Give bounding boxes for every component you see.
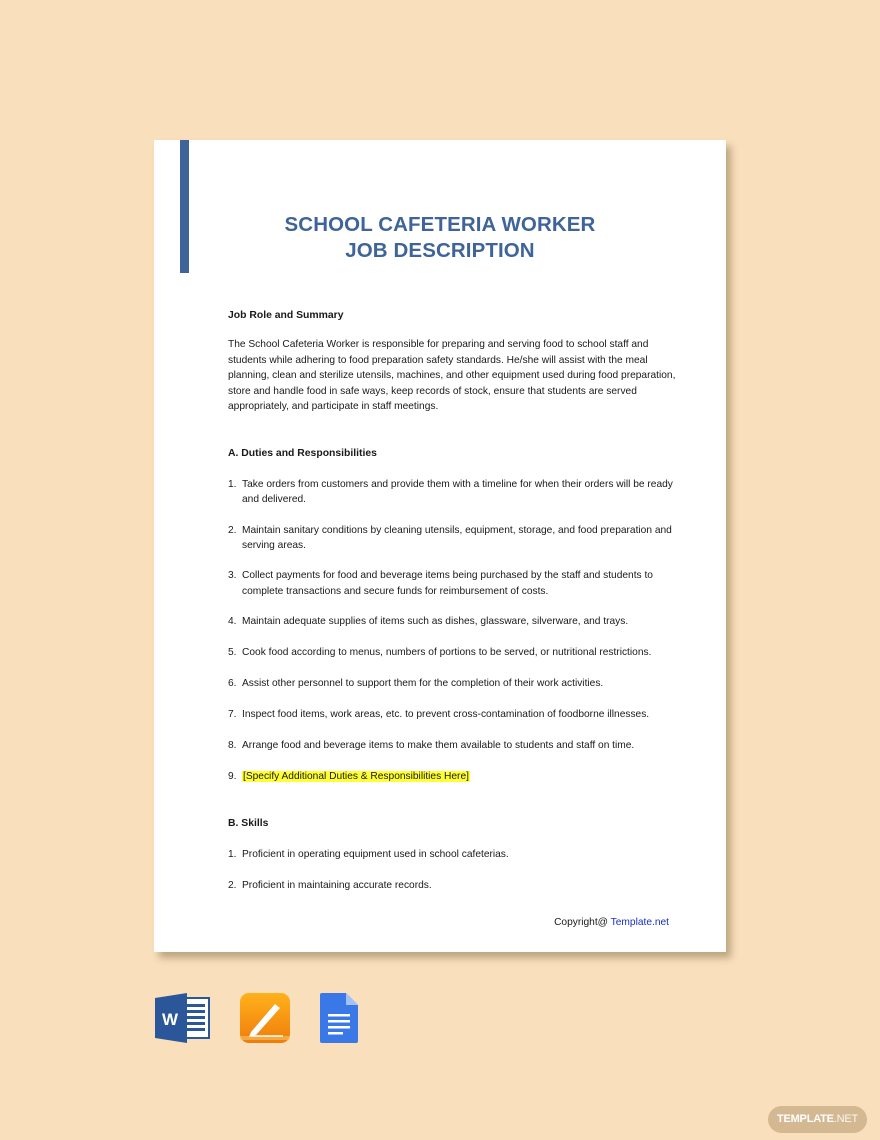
- item-number: 2.: [228, 879, 237, 891]
- title-line-1: SCHOOL CAFETERIA WORKER: [284, 213, 596, 236]
- google-docs-icon[interactable]: [318, 992, 360, 1049]
- list-item: [228, 523, 688, 554]
- copyright-notice: [554, 917, 669, 928]
- list-item: [228, 568, 688, 599]
- document-title: [154, 212, 726, 264]
- watermark-light: .NET: [833, 1113, 859, 1125]
- list-item: [228, 878, 688, 893]
- item-text: Assist other personnel to support them for the completion of their work activities.: [242, 678, 604, 690]
- item-text: Take orders from customers and provide them with a timeline for when their orders will be ready and delivered.: [242, 478, 673, 506]
- item-number: 9.: [228, 770, 237, 782]
- item-text: Cook food according to menus, numbers of portions to be served, or nutritional restrictions.: [242, 647, 652, 659]
- watermark-bold: TEMPLATE: [776, 1113, 834, 1125]
- item-text: Maintain sanitary conditions by cleaning utensils, equipment, storage, and food preparation and serving areas.: [242, 524, 672, 552]
- microsoft-word-icon[interactable]: [155, 992, 211, 1049]
- list-item: [228, 847, 688, 862]
- list-item-placeholder: [228, 769, 688, 784]
- list-item: [228, 645, 688, 660]
- document-page: [154, 140, 726, 952]
- skills-heading: B. Skills: [228, 818, 269, 830]
- list-item: [228, 676, 688, 691]
- item-text: Proficient in maintaining accurate records.: [242, 879, 432, 891]
- apple-pages-icon[interactable]: [239, 992, 291, 1049]
- summary-text: The School Cafeteria Worker is responsible for preparing and serving food to school staff and students while adhering to food preparation safety standards. He/she will assist with the meal planning, clean and sterilize utensils, machines, and other equipment used during food preparation, store and handle food in safe ways, keep records of stock, ensure that students are served appropriately, and participate in staff meetings.: [228, 339, 676, 413]
- list-item: [228, 614, 688, 629]
- document-body: [228, 308, 688, 893]
- item-text: Proficient in operating equipment used in school cafeterias.: [242, 848, 509, 860]
- copyright-prefix: Copyright@: [554, 917, 611, 928]
- svg-text:W: W: [161, 1010, 179, 1029]
- item-text: Collect payments for food and beverage items being purchased by the staff and students to complete transactions and secure funds for reimbursement of costs.: [242, 570, 653, 597]
- item-number: 6.: [228, 678, 237, 690]
- summary-heading: Job Role and Summary: [228, 310, 344, 321]
- item-number: 4.: [228, 616, 237, 628]
- item-number: 7.: [228, 709, 237, 720]
- highlighted-placeholder-text[interactable]: [Specify Additional Duties & Responsibilities Here]: [243, 770, 469, 782]
- duties-heading: A. Duties and Responsibilities: [228, 448, 377, 460]
- item-number: 1.: [228, 848, 237, 860]
- list-item: [228, 707, 688, 722]
- item-number: 5.: [228, 647, 237, 659]
- item-number: 3.: [228, 570, 237, 582]
- skills-list: [228, 847, 688, 893]
- duties-list: [228, 477, 688, 784]
- item-number: 8.: [228, 739, 237, 751]
- template-net-watermark: [768, 1106, 867, 1133]
- item-text: Inspect food items, work areas, etc. to prevent cross-contamination of foodborne illnesses.: [242, 709, 650, 720]
- item-text: Maintain adequate supplies of items such as dishes, glassware, silverware, and trays.: [242, 616, 629, 628]
- title-line-2: JOB DESCRIPTION: [345, 239, 535, 262]
- list-item: [228, 477, 688, 508]
- item-number: 2.: [228, 524, 237, 536]
- item-number: 1.: [228, 478, 237, 490]
- copyright-link[interactable]: Template.net: [610, 917, 669, 928]
- list-item: [228, 738, 688, 753]
- item-text: Arrange food and beverage items to make them available to students and staff on time.: [242, 739, 635, 751]
